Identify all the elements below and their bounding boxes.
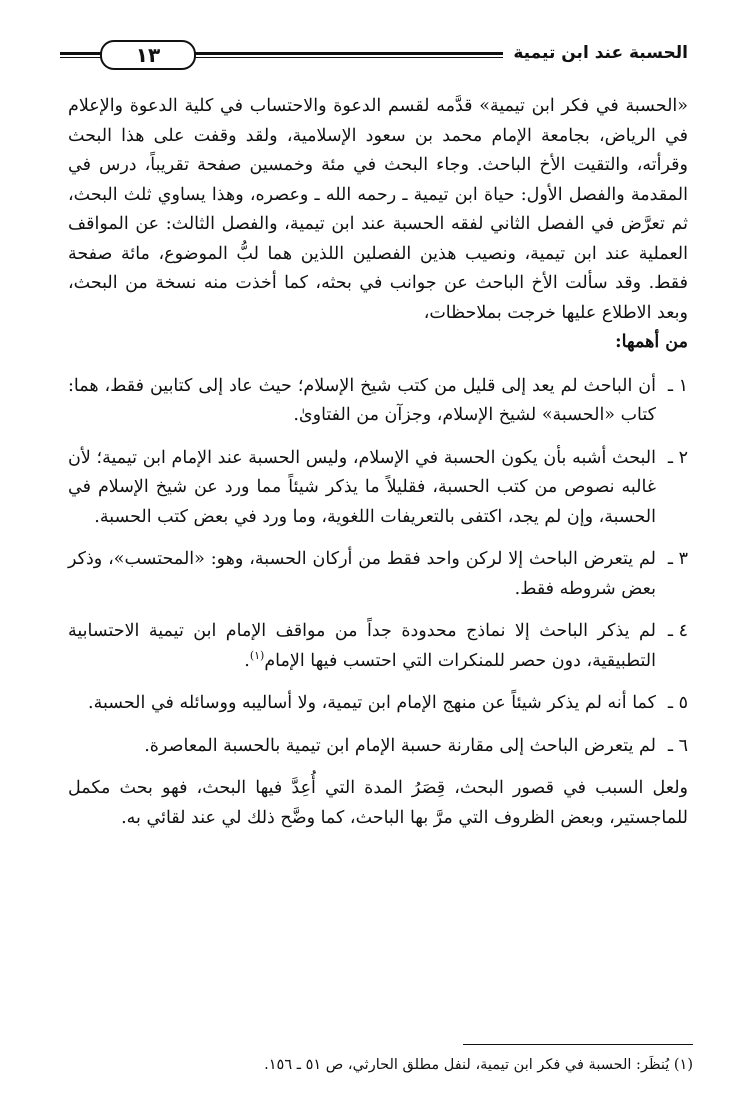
list-item-number: ٥ ـ [667,693,688,713]
list-heading: من أهمها: [615,332,688,352]
page-number: ١٣ [100,40,196,70]
page-body [68,92,688,833]
closing-paragraph: ولعل السبب في قصور البحث، قِصَرُ المدة التي أُعِدَّ فيها البحث، فهو بحث مكمل للماجستير، وبعض الظروف التي مرَّ بها الباحث، كما وضَّح ذلك لي عند لقائي به. [68,778,688,828]
list-item-number: ٦ ـ [667,735,688,756]
list-item [68,444,688,533]
running-title: الحسبة عند ابن تيمية [503,38,688,68]
list-item-number: ١ ـ [667,375,688,396]
list-item [68,689,688,719]
list-item-text: كما أنه لم يذكر شيئاً عن منهج الإمام ابن تيمية، ولا أساليبه ووسائله في الحسبة. [88,693,656,713]
list-item [68,732,688,762]
observations-list [68,372,688,762]
list-item [68,372,688,431]
list-item [68,545,688,604]
footnote: (١) يُنظَر: الحسبة في فكر ابن تيمية، لنفل مطلق الحارثي، ص ٥١ ـ ١٥٦. [264,1057,693,1073]
list-item-number: ٤ ـ [667,621,688,641]
list-item-text: أن الباحث لم يعد إلى قليل من كتب شيخ الإسلام؛ حيث عاد إلى كتابين فقط، هما: كتاب «الحسبة» لشيخ الإسلام، وجزآن من الفتاوىٰ. [68,375,656,425]
list-item-number: ٢ ـ [667,447,688,468]
list-item-text-wrap [68,617,656,676]
list-item-tail: . [244,650,250,671]
footnote-marker[interactable]: (١) [249,648,265,662]
footnote-rule [463,1044,693,1045]
page-header [60,38,688,72]
list-item-text: لم يذكر الباحث إلا نماذج محدودة جداً من مواقف الإمام ابن تيمية الاحتسابية التطبيقية، دون حصر للمنكرات التي احتسب فيها الإمام [68,621,656,671]
list-item-text: لم يتعرض الباحث إلى مقارنة حسبة الإمام ابن تيمية بالحسبة المعاصرة. [144,735,656,756]
list-item-text: لم يتعرض الباحث إلا لركن واحد فقط من أركان الحسبة، وهو: «المحتسب»، وذكر بعض شروطه فقط. [68,549,656,599]
list-item-number: ٣ ـ [667,549,688,569]
list-item-text: البحث أشبه بأن يكون الحسبة في الإسلام، وليس الحسبة عند الإمام ابن تيمية؛ لأن غالبه نصوص من كتب الحسبة، فقليلاً ما يذكر شيئاً مما ورد عن شيخ الإسلام في الحسبة، وإن لم يجد، اكتفى بالتعريفات اللغوية، وما ورد في بعض كتب الحسبة. [68,447,656,527]
list-item [68,617,688,676]
intro-paragraph: «الحسبة في فكر ابن تيمية» قدَّمه لقسم الدعوة والاحتساب في كلية الدعوة والإعلام في الرياض، بجامعة الإمام محمد بن سعود الإسلامية، ولقد وقفت على هذا البحث وقرأته، والتقيت الأخ الباحث. وجاء البحث في مئة وخمسين صفحة تقريباً، درس في المقدمة والفصل الأول: حياة ابن تيمية ـ رحمه الله ـ وعصره، وهذا يساوي ثلث البحث، ثم تعرَّض في الفصل الثاني لفقه الحسبة عند ابن تيمية، والفصل الثالث: عن المواقف العملية عند ابن تيمية، ونصيب هذين الفصلين اللذين هما لبُّ الموضوع، مائة صفحة فقط. وقد سألت الأخ الباحث عن جوانب في بحثه، كما أخذت منه نسخة من البحث، وبعد الاطلاع عليها خرجت بملاحظات، [68,96,688,323]
